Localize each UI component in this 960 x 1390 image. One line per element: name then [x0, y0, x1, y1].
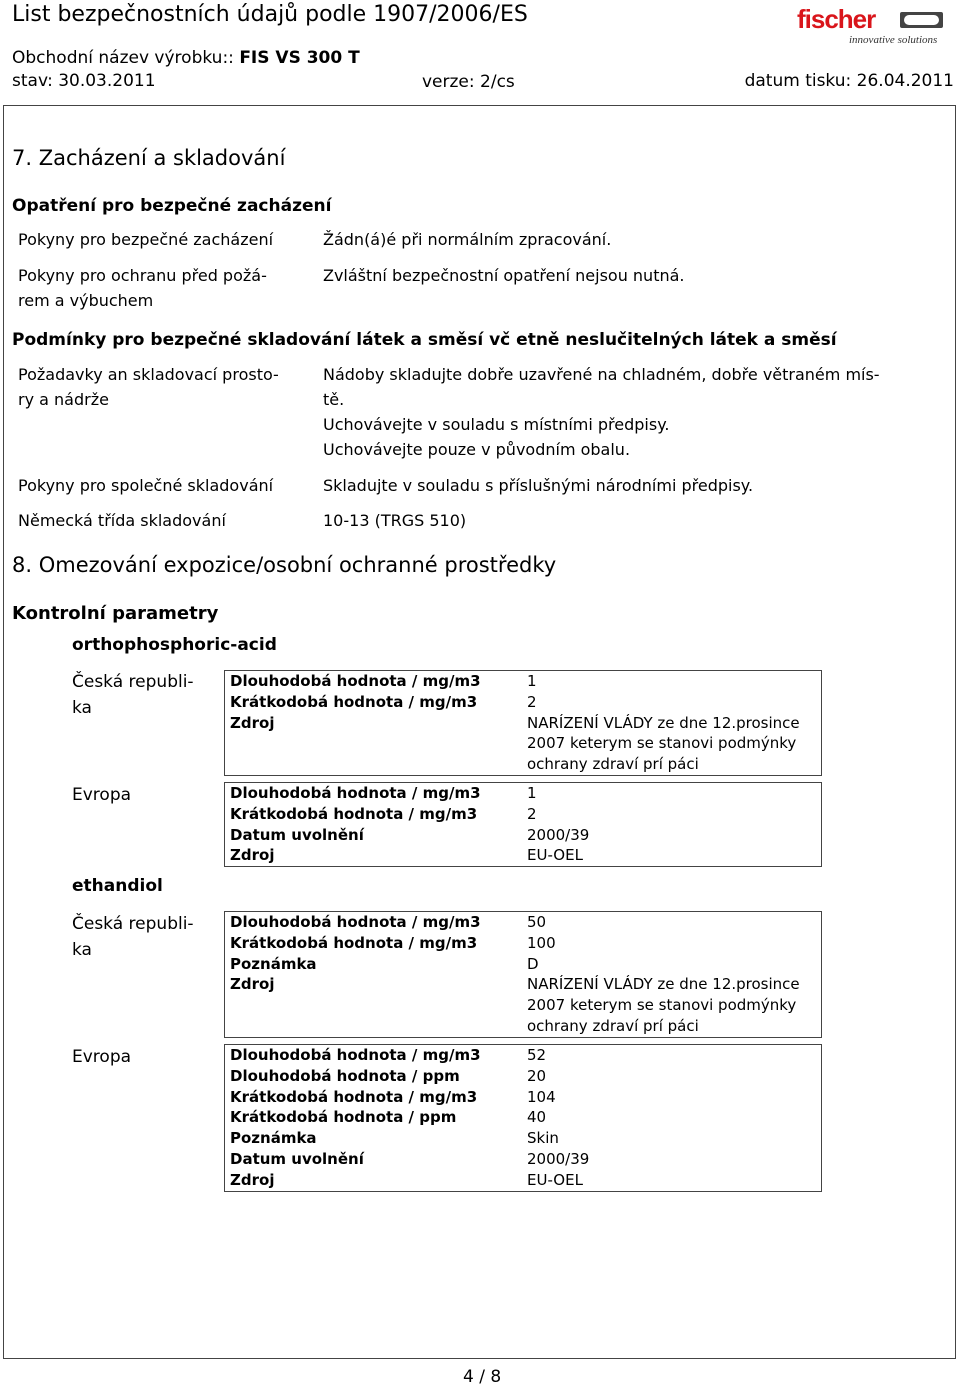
- region-label: Česká republi- ka: [72, 914, 194, 960]
- product-line: [12, 48, 360, 68]
- exposure-limit-table: [224, 1044, 822, 1192]
- storage-class-value: 10-13 (TRGS 510): [323, 511, 467, 530]
- handling-value: Žádn(á)é při normálním zpracování.: [323, 230, 612, 249]
- product-name: FIS VS 300 T: [239, 48, 360, 68]
- fischer-logo: [797, 4, 947, 46]
- joint-storage-value: Skladujte v souladu s příslušnými národními předpisy.: [323, 476, 754, 495]
- table-row: Krátkodobá hodnota / mg/m3 100: [230, 933, 556, 952]
- table-row: Krátkodobá hodnota / mg/m3 2: [230, 692, 537, 711]
- table-row: Datum uvolnění 2000/39: [230, 825, 590, 844]
- table-row: Zdroj EU-OEL: [230, 1170, 583, 1189]
- region-label: Česká republi- ka: [72, 672, 194, 718]
- region-label: Evropa: [72, 1047, 132, 1067]
- fire-protection-value: Zvláštní bezpečnostní opatření nejsou nutná.: [323, 266, 685, 285]
- page-number: 4 / 8: [463, 1367, 502, 1387]
- joint-storage-label: Pokyny pro společné skladování: [18, 476, 274, 495]
- table-row: Dlouhodobá hodnota / ppm 20: [230, 1066, 547, 1085]
- logo-badge-icon: [900, 12, 943, 28]
- storage-heading: Podmínky pro bezpečné skladování látek a směsí vč etně neslučitelných látek a směsí: [12, 330, 837, 350]
- handling-label: Pokyny pro bezpečné zacházení: [18, 230, 274, 249]
- status-date: stav: 30.03.2011: [12, 71, 156, 91]
- table-row: Poznámka D: [230, 954, 539, 973]
- exposure-limit-table: [224, 782, 822, 867]
- fire-protection-label: Pokyny pro ochranu před požá- rem a výbuchem: [18, 266, 267, 310]
- exposure-limit-table: [224, 911, 822, 1038]
- table-row: Krátkodobá hodnota / ppm 40: [230, 1108, 547, 1127]
- table-row: Zdroj NARÍZENÍ VLÁDY ze dne 12.prosince 2007 keterym se stanovi podmýnky ochrany zdraví prí páci: [230, 713, 800, 774]
- section-7-title: 7. Zacházení a skladování: [12, 146, 286, 170]
- region-label: Evropa: [72, 785, 132, 805]
- logo-wordmark: fischer: [797, 4, 876, 34]
- substance-name: orthophosphoric-acid: [72, 635, 277, 655]
- table-row: Zdroj EU-OEL: [230, 846, 583, 865]
- table-row: Dlouhodobá hodnota / mg/m3 1: [230, 672, 537, 690]
- document-title: List bezpečnostních údajů podle 1907/2006/ES: [12, 2, 528, 27]
- table-row: Dlouhodobá hodnota / mg/m3 1: [230, 784, 537, 802]
- product-label: Obchodní název výrobku::: [12, 48, 240, 68]
- logo-tagline: innovative solutions: [849, 34, 938, 46]
- table-row: Poznámka Skin: [230, 1129, 559, 1148]
- table-row: Krátkodobá hodnota / mg/m3 2: [230, 804, 537, 823]
- table-row: Krátkodobá hodnota / mg/m3 104: [230, 1087, 556, 1106]
- table-row: Zdroj NARÍZENÍ VLÁDY ze dne 12.prosince 2007 keterym se stanovi podmýnky ochrany zdraví prí páci: [230, 975, 800, 1035]
- table-row: Datum uvolnění 2000/39: [230, 1149, 590, 1168]
- handling-heading: Opatření pro bezpečné zacházení: [12, 196, 332, 216]
- section-8-title: 8. Omezování expozice/osobní ochranné prostředky: [12, 553, 557, 577]
- table-row: Dlouhodobá hodnota / mg/m3 52: [230, 1046, 547, 1064]
- substance-name: ethandiol: [72, 876, 163, 896]
- storage-class-label: Německá třída skladování: [18, 511, 226, 530]
- storage-requirements-value: Nádoby skladujte dobře uzavřené na chladném, dobře větraném mís- tě. Uchovávejte v souladu s místními předpisy. Uchovávejte pouze v původním obalu.: [323, 365, 880, 459]
- table-row: Dlouhodobá hodnota / mg/m3 50: [230, 913, 547, 931]
- storage-requirements-label: Požadavky an skladovací prosto- ry a nádrže: [18, 365, 279, 409]
- control-parameters-heading: Kontrolní parametry: [12, 603, 219, 624]
- exposure-limit-table: [224, 670, 822, 776]
- print-date: datum tisku: 26.04.2011: [744, 71, 954, 91]
- version: verze: 2/cs: [422, 72, 515, 92]
